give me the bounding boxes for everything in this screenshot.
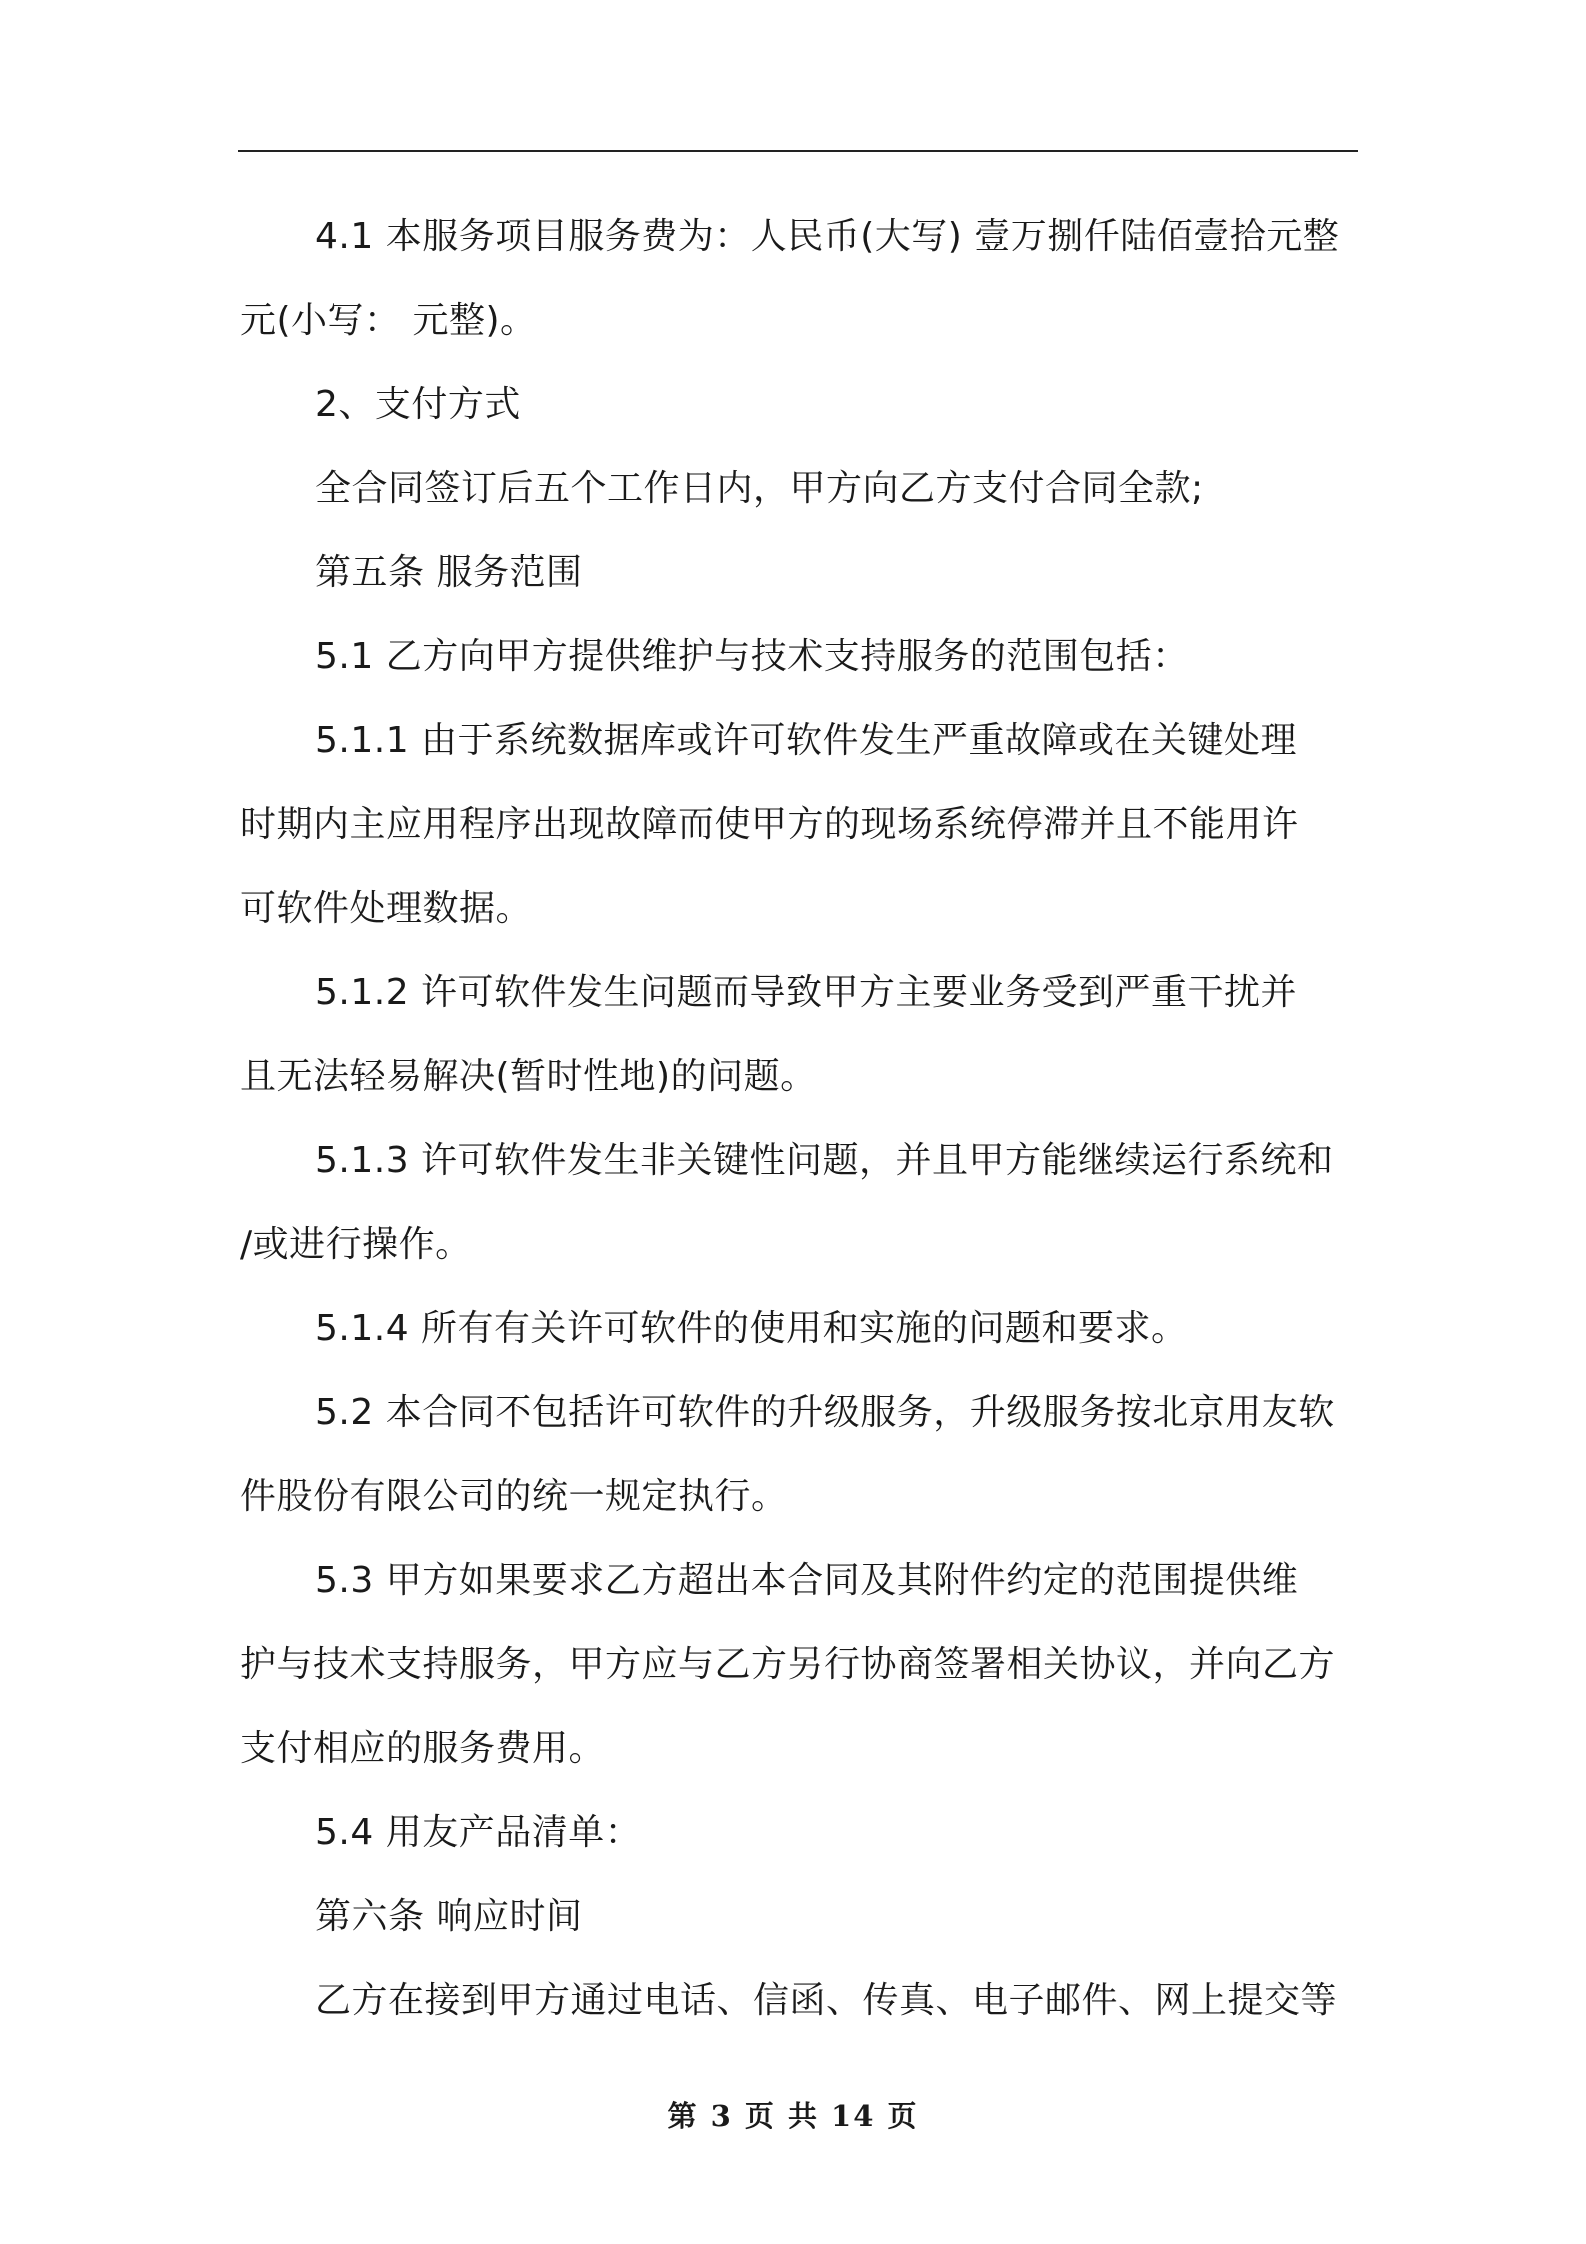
article-heading: 第五条 服务范围 — [315, 552, 583, 593]
paragraph-line: 5.4 用友产品清单： — [315, 1812, 642, 1853]
paragraph-line: 乙方在接到甲方通过电话、信函、传真、电子邮件、网上提交等 — [315, 1980, 1338, 2021]
paragraph-line: 5.1 乙方向甲方提供维护与技术支持服务的范围包括： — [315, 636, 1189, 677]
paragraph-line: 5.1.2 许可软件发生问题而导致甲方主要业务受到严重干扰并 — [315, 972, 1298, 1013]
article-heading: 第六条 响应时间 — [315, 1896, 583, 1937]
paragraph-line: 支付相应的服务费用。 — [240, 1728, 606, 1769]
page-footer: 第 3 页 共 14 页 — [667, 2099, 919, 2133]
paragraph-line: 元(小写： 元整)。 — [240, 300, 537, 341]
paragraph-line: /或进行操作。 — [240, 1224, 472, 1265]
section-heading: 2、支付方式 — [315, 384, 521, 425]
paragraph-line: 5.1.4 所有有关许可软件的使用和实施的问题和要求。 — [315, 1308, 1188, 1349]
paragraph-line: 且无法轻易解决(暂时性地)的问题。 — [240, 1056, 817, 1097]
paragraph-line: 5.3 甲方如果要求乙方超出本合同及其附件约定的范围提供维 — [315, 1560, 1299, 1601]
paragraph-line: 5.1.3 许可软件发生非关键性问题，并且甲方能继续运行系统和 — [315, 1140, 1334, 1181]
document-body — [240, 195, 1360, 2043]
paragraph-line: 件股份有限公司的统一规定执行。 — [240, 1476, 788, 1517]
paragraph-line: 全合同签订后五个工作日内，甲方向乙方支付合同全款; — [315, 468, 1204, 509]
header-rule — [238, 150, 1358, 152]
paragraph-line: 护与技术支持服务，甲方应与乙方另行协商签署相关协议，并向乙方 — [240, 1644, 1336, 1685]
paragraph-line: 可软件处理数据。 — [240, 888, 533, 929]
paragraph-line: 4.1 本服务项目服务费为：人民币(大写) 壹万捌仟陆佰壹拾元整 — [315, 216, 1340, 257]
paragraph-line: 5.1.1 由于系统数据库或许可软件发生严重故障或在关键处理 — [315, 720, 1298, 761]
paragraph-line: 时期内主应用程序出现故障而使甲方的现场系统停滞并且不能用许 — [240, 804, 1299, 845]
paragraph-line: 5.2 本合同不包括许可软件的升级服务，升级服务按北京用友软 — [315, 1392, 1335, 1433]
